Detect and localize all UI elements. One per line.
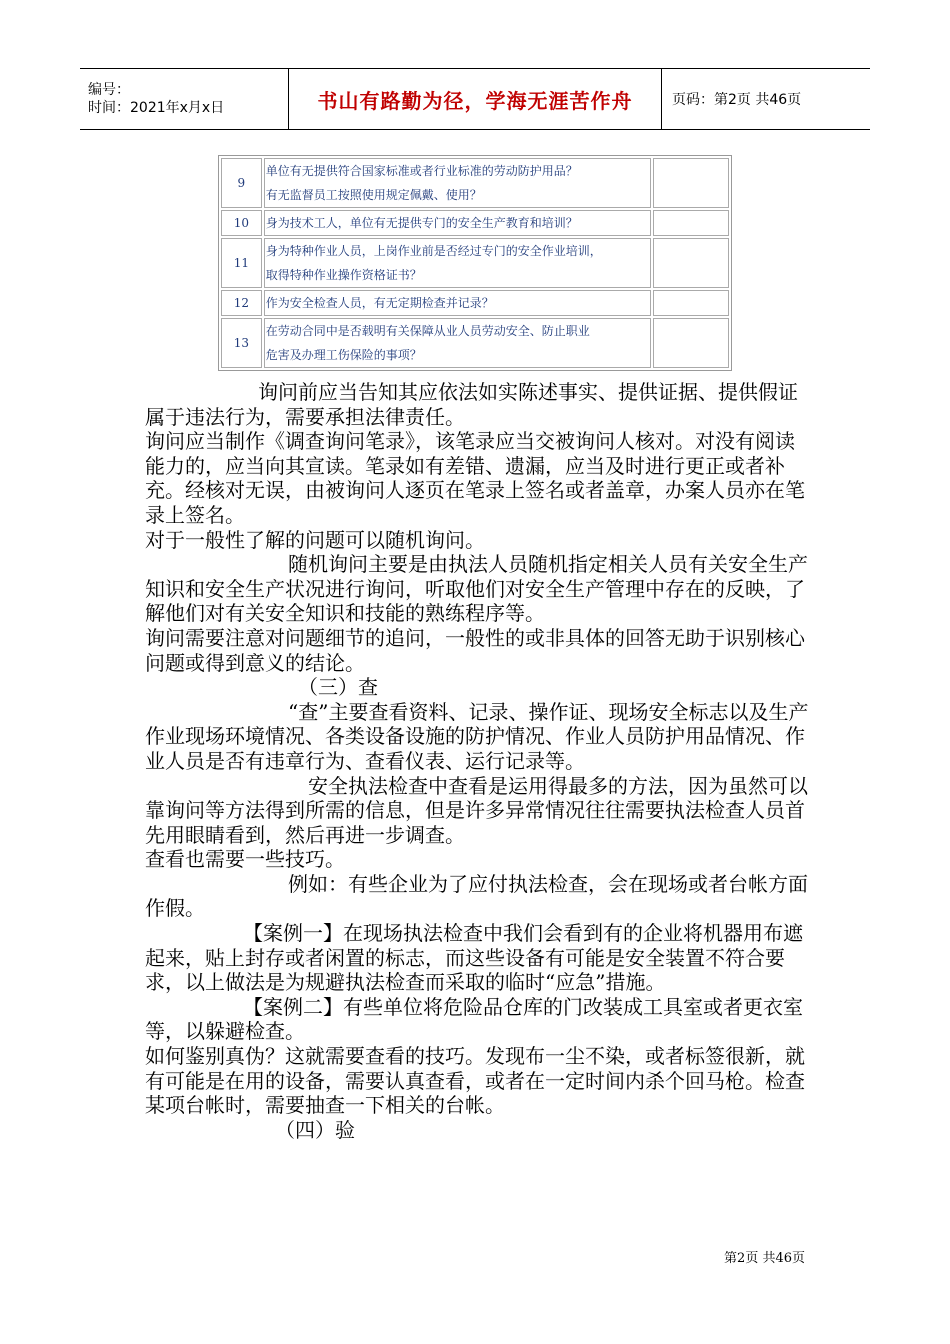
paragraph: 询问应当制作《调查询问笔录》，该笔录应当交被询问人核对。对没有阅读能力的，应当向其宣读。笔录如有差错、遗漏，应当及时进行更正或者补充。经核对无误，由被询问人逐页在笔录上签名或者盖章，办案人员亦在笔录上签名。	[145, 429, 805, 527]
section-heading-check: （三）查	[298, 675, 378, 700]
answer-cell	[653, 210, 729, 236]
header-page-cell	[662, 69, 870, 129]
paragraph: 询问前应当告知其应依法如实陈述事实、提供证据、提供假证属于违法行为，需要承担法律责任。	[145, 380, 798, 429]
paragraph: 询问需要注意对问题细节的追问，一般性的或非具体的回答无助于识别核心问题或得到意义的结论。	[145, 625, 805, 675]
row-question	[264, 290, 651, 316]
row-number: 10	[221, 210, 262, 236]
row-number: 11	[221, 238, 262, 288]
header-motto-cell	[289, 69, 662, 129]
case-paragraph: 【案例一】在现场执法检查中我们会看到有的企业将机器用布遮起来，贴上封存或者闲置的标志，而这些设备有可能是安全装置不符合要求，以上做法是为规避执法检查而采取的临时“应急”措施。	[145, 921, 803, 995]
paragraph: 例如：有些企业为了应付执法检查，会在现场或者台帐方面作假。	[145, 871, 808, 921]
checklist-table	[218, 155, 732, 371]
table-row	[221, 210, 729, 236]
page-footer: 第2页 共46页	[724, 1251, 805, 1266]
row-question	[264, 210, 651, 236]
table-row	[221, 238, 729, 288]
question-line: 有无监督员工按照使用规定佩戴、使用？	[265, 188, 482, 202]
row-number: 9	[221, 158, 262, 208]
paragraph: 安全执法检查中查看是运用得最多的方法，因为虽然可以靠询问等方法得到所需的信息，但是许多异常情况往往需要执法检查人员首先用眼睛看到，然后再进一步调查。	[145, 773, 808, 847]
case-paragraph: 【案例二】有些单位将危险品仓库的门改装成工具室或者更衣室等，以躲避检查。	[145, 994, 803, 1044]
row-question	[264, 318, 651, 368]
paragraph: “查”主要查看资料、记录、操作证、现场安全标志以及生产作业现场环境情况、各类设备设施的防护情况、作业人员防护用品情况、作业人员是否有违章行为、查看仪表、运行记录等。	[145, 699, 809, 773]
paragraph: 查看也需要一些技巧。	[145, 847, 345, 872]
row-question	[264, 238, 651, 288]
row-question	[264, 158, 651, 208]
page-header	[80, 68, 870, 130]
paragraph: 随机询问主要是由执法人员随机指定相关人员有关安全生产知识和安全生产状况进行询问，听取他们对安全生产管理中存在的反映，了解他们对有关安全知识和技能的熟练程序等。	[145, 552, 808, 626]
row-number: 12	[221, 290, 262, 316]
header-meta	[80, 69, 289, 129]
section-heading-verify: （四）验	[275, 1117, 355, 1142]
answer-cell	[653, 318, 729, 368]
question-line: 身为技术工人，单位有无提供专门的安全生产教育和培训？	[265, 216, 578, 230]
question-line: 在劳动合同中是否载明有关保障从业人员劳动安全、防止职业	[265, 324, 590, 338]
table-row	[221, 290, 729, 316]
header-page-number: 页码：第2页 共46页	[672, 92, 802, 108]
question-line: 危害及办理工伤保险的事项？	[265, 348, 422, 362]
document-date: 时间：2021年x月x日	[88, 100, 225, 116]
answer-cell	[653, 158, 729, 208]
question-line: 单位有无提供符合国家标准或者行业标准的劳动防护用品？	[265, 164, 578, 178]
answer-cell	[653, 290, 729, 316]
document-number-label: 编号：	[88, 82, 130, 98]
paragraph: 对于一般性了解的问题可以随机询问。	[145, 527, 485, 552]
document-body	[145, 380, 810, 1142]
table-row	[221, 318, 729, 368]
header-motto: 书山有路勤为径，学海无涯苦作舟	[317, 88, 633, 113]
table-row	[221, 158, 729, 208]
question-line: 身为特种作业人员，上岗作业前是否经过专门的安全作业培训，	[265, 244, 602, 258]
paragraph: 如何鉴别真伪？这就需要查看的技巧。发现布一尘不染，或者标签很新，就有可能是在用的设备，需要认真查看，或者在一定时间内杀个回马枪。检查某项台帐时，需要抽查一下相关的台帐。	[145, 1044, 805, 1118]
answer-cell	[653, 238, 729, 288]
row-number: 13	[221, 318, 262, 368]
question-line: 作为安全检查人员，有无定期检查并记录？	[265, 296, 494, 310]
question-line: 取得特种作业操作资格证书？	[265, 268, 422, 282]
